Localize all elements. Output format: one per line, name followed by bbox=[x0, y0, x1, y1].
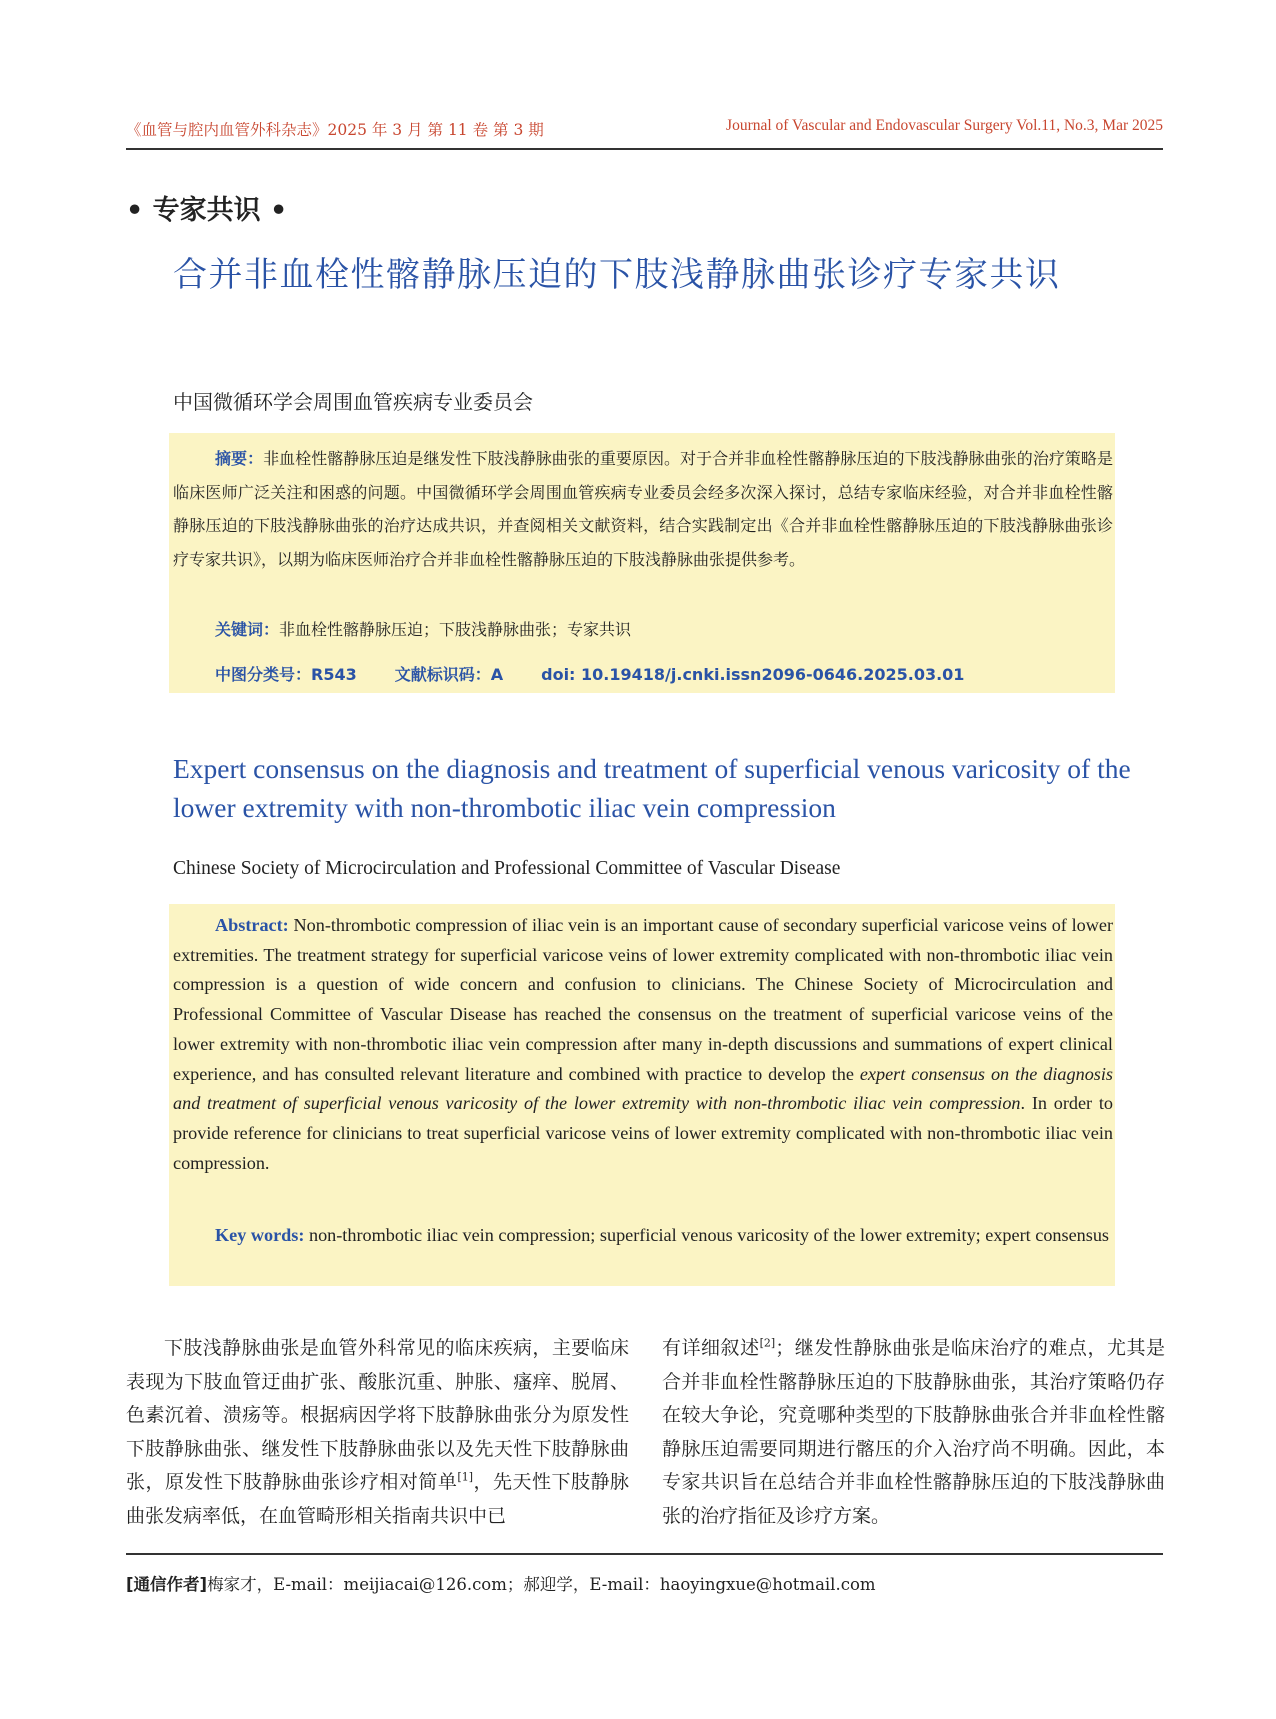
english-author: Chinese Society of Microcirculation and Professional Committee of Vascular Disease bbox=[173, 858, 841, 879]
chinese-keywords-label: 关键词： bbox=[215, 620, 280, 639]
header-divider bbox=[126, 148, 1163, 150]
body-text: ，先天性下肢静脉曲张发病率低，在血管畸形相关指南共识中已 bbox=[126, 1471, 629, 1527]
english-keywords bbox=[173, 1221, 1113, 1251]
english-abstract-text-2: . In order to provide reference for clinicians to treat superficial varicose veins of lower extremity complicated with non-thrombotic iliac vein compression. bbox=[173, 1093, 1113, 1173]
body-paragraph bbox=[662, 1332, 1165, 1533]
chinese-keywords bbox=[215, 617, 631, 640]
corresponding-author bbox=[126, 1571, 876, 1595]
document-code: 文献标识码：A bbox=[394, 665, 504, 684]
english-abstract-text-1: Non-thrombotic compression of iliac vein is an important cause of secondary superficial varicose veins of lower extremities. The treatment strategy for superficial varicose veins of lower extremity complicated with non-thrombotic iliac vein compression is a question of wide concern and confusion to clinicians. The Chinese Society of Microcirculation and Professional Committee of Vascular Disease has reached the consensus on the treatment of superficial varicose veins of the lower extremity with non-thrombotic iliac vein compression after many in-depth discussions and summations of expert clinical experience, and has consulted relevant literature and combined with practice to develop the bbox=[173, 915, 1114, 1084]
clc-number: 中图分类号：R543 bbox=[215, 665, 357, 684]
chinese-author: 中国微循环学会周围血管疾病专业委员会 bbox=[173, 390, 533, 414]
body-text: 有详细叙述 bbox=[662, 1337, 760, 1359]
doi-link[interactable]: doi: 10.19418/j.cnki.issn2096-0646.2025.03.01 bbox=[541, 665, 965, 684]
body-text: ；继发性静脉曲张是临床治疗的难点，尤其是合并非血栓性髂静脉压迫的下肢静脉曲张，其治疗策略仍存在较大争论，究竟哪种类型的下肢静脉曲张合并非血栓性髂静脉压迫需要同期进行髂压的介入治疗尚不明确。因此，本专家共识旨在总结合并非血栓性髂静脉压迫的下肢浅静脉曲张的治疗指征及诊疗方案。 bbox=[662, 1337, 1165, 1527]
english-abstract-italic: expert consensus on the diagnosis and treatment of superficial venous varicosity of the lower extremity with non-thrombotic iliac vein compression bbox=[173, 1063, 1113, 1114]
corresponding-author-label: [通信作者] bbox=[126, 1575, 208, 1594]
body-column-left bbox=[126, 1332, 629, 1533]
journal-header-cn: 《血管与腔内血管外科杂志》2025 年 3 月 第 11 卷 第 3 期 bbox=[126, 121, 544, 139]
journal-header-en: Journal of Vascular and Endovascular Surgery Vol.11, No.3, Mar 2025 bbox=[726, 117, 1163, 134]
body-text: 下肢浅静脉曲张是血管外科常见的临床疾病，主要临床表现为下肢血管迂曲扩张、酸胀沉重、肿胀、瘙痒、脱屑、色素沉着、溃疡等。根据病因学将下肢静脉曲张分为原发性下肢静脉曲张、继发性下肢静脉曲张以及先天性下肢静脉曲张，原发性下肢静脉曲张诊疗相对简单 bbox=[126, 1337, 629, 1493]
chinese-keywords-text: 非血栓性髂静脉压迫；下肢浅静脉曲张；专家共识 bbox=[279, 620, 632, 639]
chinese-title: 合并非血栓性髂静脉压迫的下肢浅静脉曲张诊疗专家共识 bbox=[173, 255, 1061, 295]
reference-1[interactable]: [1] bbox=[457, 1470, 474, 1484]
english-keywords-label: Key words: bbox=[215, 1225, 305, 1245]
classification-line bbox=[215, 662, 1002, 685]
reference-2[interactable]: [2] bbox=[759, 1336, 776, 1350]
english-title: Expert consensus on the diagnosis and treatment of superficial venous varicosity of the lower extremity with non-thrombotic iliac vein compression bbox=[173, 753, 1131, 823]
body-paragraph bbox=[126, 1332, 629, 1533]
english-abstract-label: Abstract: bbox=[215, 915, 289, 935]
chinese-abstract-text: 非血栓性髂静脉压迫是继发性下肢浅静脉曲张的重要原因。对于合并非血栓性髂静脉压迫的下肢浅静脉曲张的治疗策略是临床医师广泛关注和困惑的问题。中国微循环学会周围血管疾病专业委员会经多次深入探讨，总结专家临床经验，对合并非血栓性髂静脉压迫的下肢浅静脉曲张的治疗达成共识，并查阅相关文献资料，结合实践制定出《合并非血栓性髂静脉压迫的下肢浅静脉曲张诊疗专家共识》，以期为临床医师治疗合并非血栓性髂静脉压迫的下肢浅静脉曲张提供参考。 bbox=[173, 449, 1113, 569]
chinese-abstract bbox=[173, 442, 1113, 576]
body-column-right bbox=[662, 1332, 1165, 1533]
corresponding-author-text: 梅家才，E-mail：meijiacai@126.com；郝迎学，E-mail：haoyingxue@hotmail.com bbox=[207, 1575, 876, 1594]
section-label: • 专家共识 • bbox=[126, 195, 288, 226]
chinese-abstract-label: 摘要： bbox=[215, 449, 264, 468]
english-abstract bbox=[173, 911, 1113, 1178]
english-keywords-text: non-thrombotic iliac vein compression; superficial venous varicosity of the lower extremity; expert consensus bbox=[308, 1225, 1110, 1245]
footer-divider bbox=[126, 1553, 1163, 1555]
